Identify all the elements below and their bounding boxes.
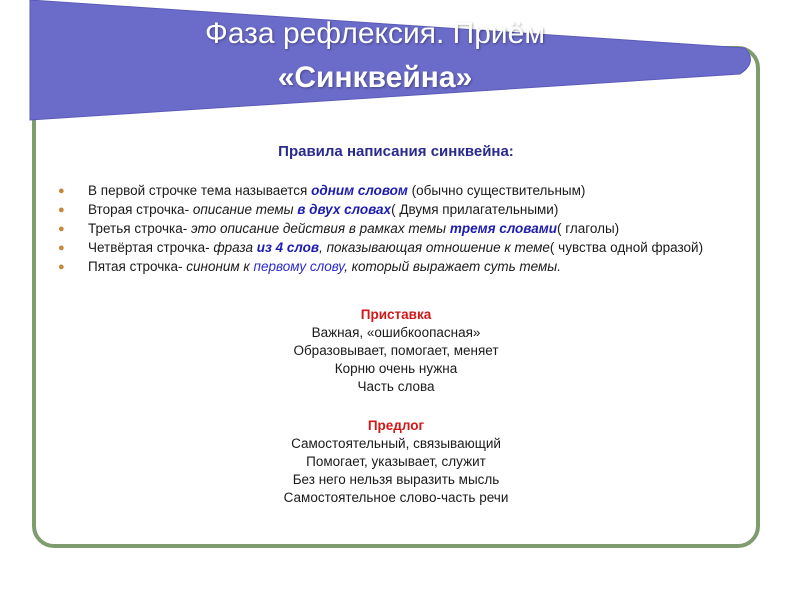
list-item: ● Пятая строчка- синоним к первому слову, который выражает суть темы. [58,257,738,276]
example-line: Важная, «ошибкоопасная» [311,325,481,340]
example-heading: Приставка [360,307,432,322]
list-item: ● Вторая строчка- описание темы в двух словах( Двумя прилагательными) [58,200,738,219]
example-line: Помогает, указывает, служит [306,454,486,469]
example-line: Образовывает, помогает, меняет [293,343,499,358]
bullet-icon: ● [58,261,65,273]
bullet-icon: ● [58,204,65,216]
bullet-icon: ● [58,242,65,254]
list-item: ● В первой строчке тема называется одним словом (обычно существительным) [58,181,738,200]
list-item: ● Четвёртая строчка- фраза из 4 слов, показывающая отношение к теме( чувства одной фразой) [58,238,738,257]
title-line-1: Фаза рефлексия. Приём [205,17,545,50]
example-line: Самостоятельное слово-часть речи [283,490,509,505]
list-item: ● Третья строчка- это описание действия в рамках темы тремя словами( глаголы) [58,219,738,238]
bullet-icon: ● [58,185,65,197]
example-line: Часть слова [357,379,435,394]
rules-heading: Правила написания синквейна: [278,143,514,160]
example-prefix [32,306,760,396]
example-line: Корню очень нужна [334,361,458,376]
example-line: Без него нельзя выразить мысль [292,472,500,487]
bullet-icon: ● [58,223,65,235]
title-banner [0,0,800,130]
example-line: Самостоятельный, связывающий [291,436,501,451]
example-preposition [32,417,760,507]
title-line-2: «Синквейна» [277,61,473,94]
example-heading: Предлог [367,418,425,433]
rules-list [58,181,738,276]
slide-title [130,12,620,100]
